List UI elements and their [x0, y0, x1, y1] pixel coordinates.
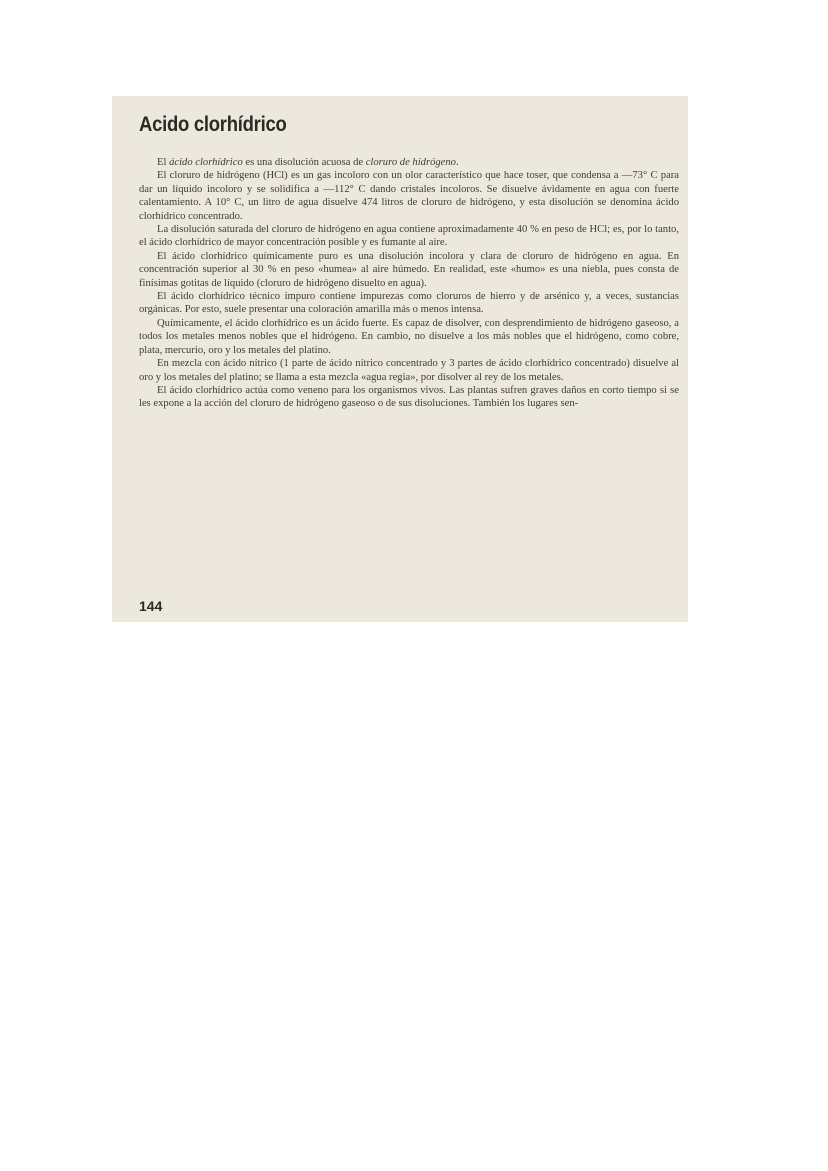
paragraph-6: Químicamente, el ácido clorhídrico es un ácido fuerte. Es capaz de disolver, con desprendimiento de hidrógeno gaseoso, a todos los metales menos nobles que el hidrógeno. En cambio, no disuelve a los más nobles que el hidrógeno, como cobre, plata, mercurio, oro y los metales del platino.	[139, 317, 679, 356]
body-text	[139, 156, 679, 411]
page-title: Acido clorhídrico	[139, 113, 287, 136]
paragraph-1-after: .	[455, 157, 459, 168]
page-number: 144	[139, 598, 163, 614]
paragraph-4: El ácido clorhídrico químicamente puro es una disolución incolora y clara de cloruro de hidrógeno en agua. En concentración superior al 30 % en peso «humea» al aire húmedo. En realidad, este «humo» es una niebla, pues consta de finísimas gotitas de líquido (cloruro de hidrógeno disuelto en agua).	[139, 250, 679, 289]
paragraph-8: El ácido clorhídrico actúa como veneno para los organismos vivos. Las plantas sufren graves daños en corto tiempo si se les expone a la acción del cloruro de hidrógeno gaseoso o de sus disoluciones. También los lugares sen-	[139, 384, 679, 410]
paragraph-5: El ácido clorhídrico técnico impuro contiene impurezas como cloruros de hierro y de arsénico y, a veces, sustancias orgánicas. Por esto, suele presentar una coloración amarilla más o menos intensa.	[139, 291, 679, 316]
paragraph-3: La disolución saturada del cloruro de hidrógeno en agua contiene aproximadamente 40 % en peso de HCl; es, por lo tanto, el ácido clorhídrico de mayor concentración posible y es fumante al aire.	[139, 224, 679, 249]
paragraph-7: En mezcla con ácido nítrico (1 parte de ácido nítrico concentrado y 3 partes de ácido clorhídrico concentrado) disuelve al oro y los metales del platino; se llama a esta mezcla «agua regia», por disolver al rey de los metales.	[139, 358, 679, 383]
term-cloruro-de-hidrogeno: cloruro de hidrógeno	[365, 157, 456, 168]
scanned-page	[112, 96, 688, 622]
paragraph-1-before: El	[157, 157, 170, 168]
paragraph-1-middle: es una disolución acuosa de	[242, 157, 366, 168]
paragraph-2: El cloruro de hidrógeno (HCl) es un gas incoloro con un olor característico que hace toser, que condensa a —73° C para dar un líquido incoloro y se solidifica a —112° C dando cristales incoloros. Se disuelve ávidamente en agua con fuerte calentamiento. A 10° C, un litro de agua disuelve 474 litros de cloruro de hidrógeno, y esta disolución se denomina ácido clorhídrico concentrado.	[139, 170, 679, 222]
paragraph-1	[139, 156, 679, 169]
term-acido-clorhidrico: ácido clorhídrico	[169, 157, 243, 168]
